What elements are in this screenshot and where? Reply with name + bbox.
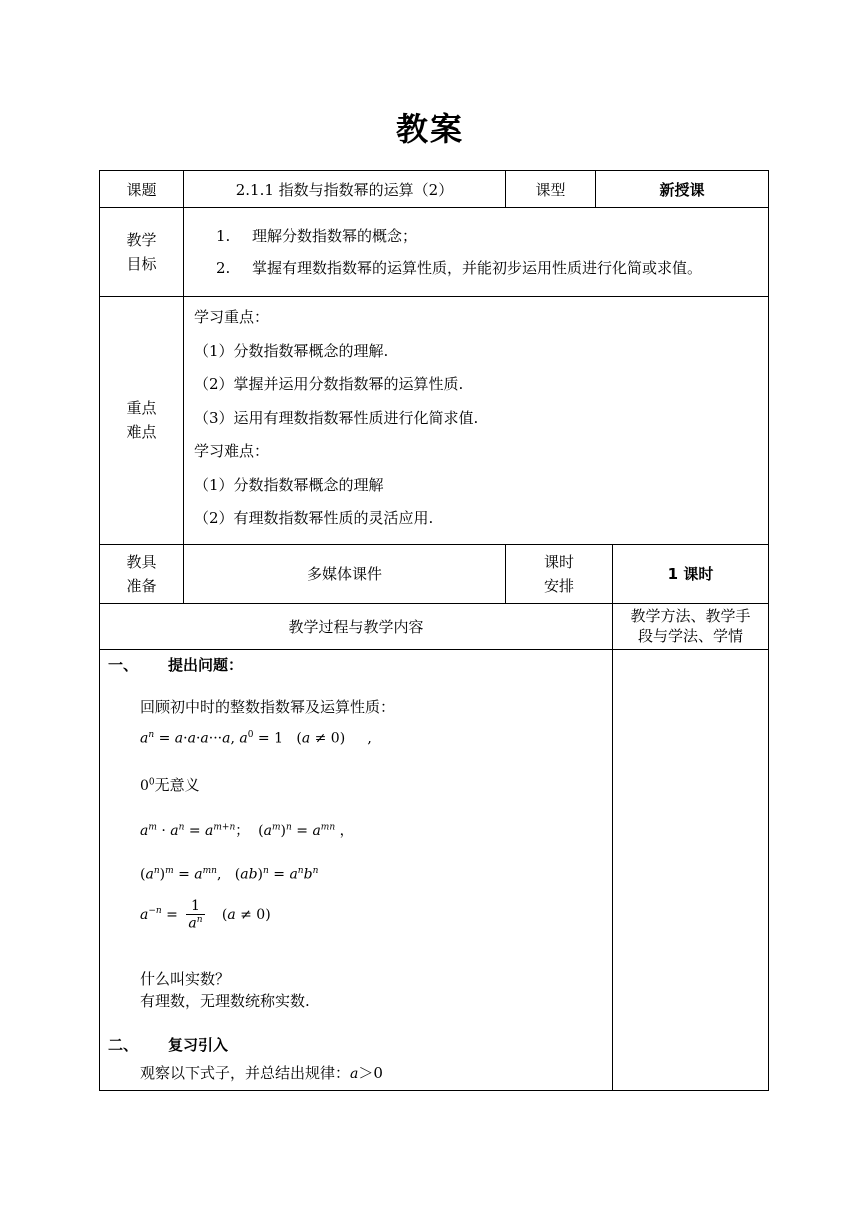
method-content (613, 649, 769, 1090)
key-point-line: （1）分数指数幂概念的理解. (194, 341, 389, 360)
key-points-label: 重点 难点 (100, 297, 184, 545)
process-header: 教学过程与教学内容 (100, 603, 613, 649)
topic-value: 2.1.1 指数与指数幂的运算（2） (184, 171, 506, 208)
goal-item: 1. 理解分数指数幂的概念； (216, 227, 418, 245)
formula-product-rules: $a^m \cdot a^n = a^{m+n}$； $(a^m)^n = a^{mn}$ ， (140, 821, 354, 839)
formula-power-rules: $(a^n)^m = a^{mn}$, $(ab)^n = a^nb^n$ (140, 865, 319, 883)
time-value: 1 课时 (613, 544, 769, 603)
goals-label: 教学 目标 (100, 208, 184, 297)
key-point-line: （2）掌握并运用分数指数幂的运算性质. (194, 375, 464, 393)
process-content (100, 649, 613, 1090)
tools-label: 教具 准备 (100, 544, 184, 603)
time-label: 课时 安排 (506, 544, 613, 603)
key-point-line: （1）分数指数幂概念的理解 (194, 475, 384, 494)
tools-value: 多媒体课件 (184, 544, 506, 603)
goal-item: 2. 掌握有理数指数幂的运算性质，并能初步运用性质进行化简或求值。 (216, 259, 703, 277)
key-point-line: 学习难点： (194, 442, 270, 460)
method-header: 教学方法、教学手 段与学法、学情 (613, 603, 769, 649)
key-point-line: （2）有理数指数幂性质的灵活应用. (194, 509, 434, 527)
answer-line: 有理数，无理数统称实数. (140, 991, 310, 1010)
zero-power-line: $0^0$无意义 (140, 775, 200, 794)
key-point-line: 学习重点： (194, 308, 270, 326)
type-label: 课型 (506, 171, 596, 208)
observe-line: 观察以下式子，并总结出规律：a＞0 (140, 1063, 383, 1082)
topic-label: 课题 (100, 171, 184, 208)
section-heading: 一、 提出问题： (108, 655, 244, 674)
goals-cell (184, 208, 769, 297)
formula-definition: $a^n = a\cdot a\cdot a\cdot\cdot\cdot a$, $a^0 = 1$ (a ≠ 0) , (140, 729, 372, 747)
key-points-cell (184, 297, 769, 545)
review-line: 回顾初中时的整数指数幂及运算性质： (140, 697, 396, 716)
question-line: 什么叫实数？ (140, 969, 231, 988)
lesson-plan-table (99, 170, 769, 1091)
key-point-line: （3）运用有理数指数幂性质进行化简求值. (194, 408, 479, 427)
page-title: 教案 (395, 110, 464, 148)
formula-negative-power: $a^{-n}$ = $\frac{1}{a^n}$ (a ≠ 0) (140, 897, 271, 932)
type-value: 新授课 (596, 171, 769, 208)
section-heading: 二、 复习引入 (108, 1035, 229, 1054)
